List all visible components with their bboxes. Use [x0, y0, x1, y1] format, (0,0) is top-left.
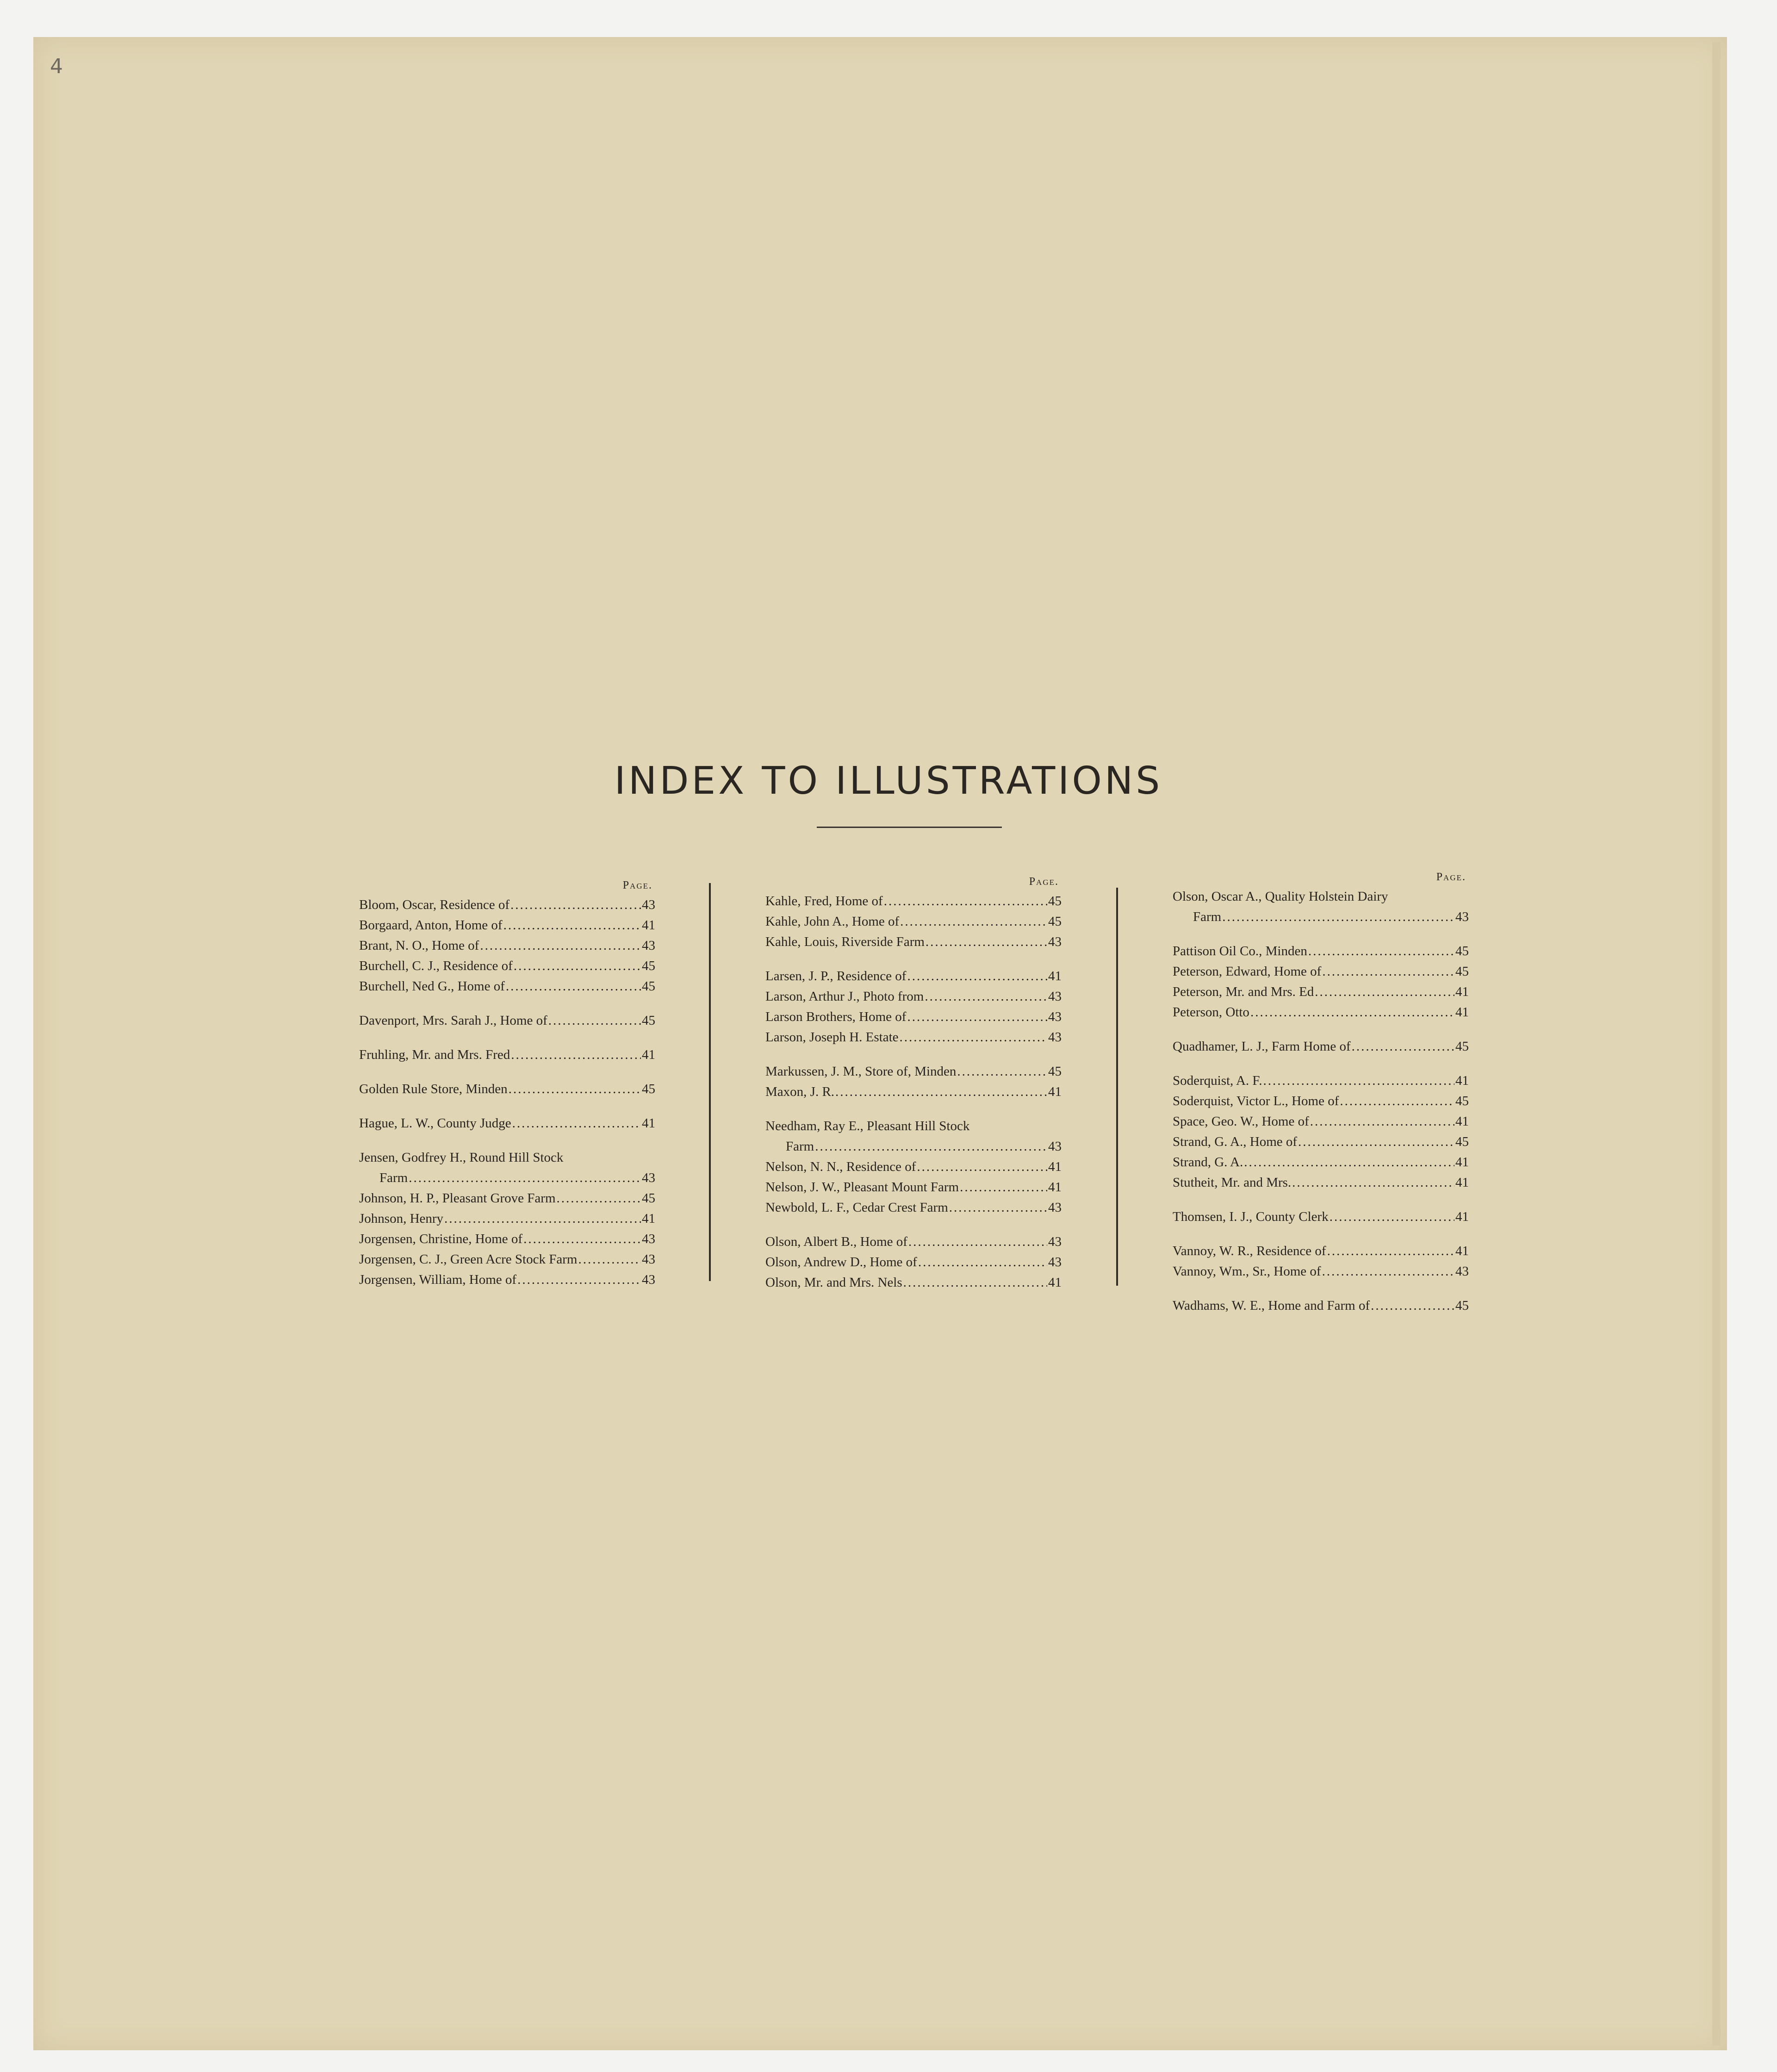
index-entry: [765, 1157, 1062, 1177]
entry-name: Jorgensen, Christine, Home of: [359, 1232, 523, 1246]
index-entry: [1173, 1172, 1469, 1193]
entry-gap: [359, 1031, 655, 1045]
leader-dots: [514, 956, 641, 976]
index-entry: [765, 1197, 1062, 1218]
entry-page-number: 43: [1048, 1030, 1062, 1045]
entry-name: Jorgensen, William, Home of: [359, 1272, 517, 1287]
entry-page-number: 43: [642, 1170, 655, 1185]
index-entry: [359, 915, 655, 935]
index-entry: [1173, 1241, 1469, 1261]
leader-dots: [908, 1232, 1047, 1252]
index-entry: [1173, 1091, 1469, 1111]
leader-dots: [1340, 1091, 1454, 1111]
index-entry: [765, 1232, 1062, 1252]
index-entry: [765, 966, 1062, 986]
entry-name: Strand, G. A.: [1173, 1155, 1243, 1170]
leader-dots: [1308, 941, 1454, 961]
entry-name: Newbold, L. F., Cedar Crest Farm: [765, 1200, 948, 1215]
leader-dots: [903, 1272, 1047, 1293]
leader-dots: [557, 1188, 641, 1208]
entry-page-number: 41: [1048, 969, 1062, 983]
index-entry: [359, 1168, 655, 1188]
leader-dots: [884, 891, 1047, 911]
entry-page-number: 45: [1455, 944, 1469, 958]
entry-page-number: 45: [1455, 1298, 1469, 1313]
entry-page-number: 41: [1048, 1084, 1062, 1099]
leader-dots: [511, 1045, 641, 1065]
entry-page-number: 45: [1455, 1094, 1469, 1108]
page-title: INDEX TO ILLUSTRATIONS: [614, 759, 1163, 803]
leader-dots: [949, 1197, 1047, 1218]
entry-page-number: 41: [1455, 1114, 1469, 1129]
entry-name: Pattison Oil Co., Minden: [1173, 944, 1307, 958]
index-entry: [359, 1045, 655, 1065]
entry-gap: [765, 1047, 1062, 1061]
leader-dots: [1322, 961, 1454, 982]
entry-name: Larson Brothers, Home of: [765, 1009, 907, 1024]
index-entry: [765, 1136, 1062, 1157]
entry-page-number: 45: [1048, 914, 1062, 929]
entry-page-number: 41: [642, 1211, 655, 1226]
entry-page-number: 45: [1048, 1064, 1062, 1079]
leader-dots: [1310, 1111, 1454, 1132]
entry-name: Brant, N. O., Home of: [359, 938, 479, 953]
index-entry: [359, 1079, 655, 1099]
entry-name: Strand, G. A., Home of: [1173, 1134, 1298, 1149]
entry-name: Jensen, Godfrey H., Round Hill Stock: [359, 1150, 564, 1165]
entry-gap: [765, 1218, 1062, 1232]
title-underline-rule: [817, 827, 1002, 828]
entry-page-number: 45: [642, 958, 655, 973]
leader-dots: [900, 1027, 1047, 1047]
entry-page-number: 41: [1455, 1073, 1469, 1088]
index-entry: [359, 976, 655, 996]
index-entry: [359, 1269, 655, 1290]
index-entry: [1173, 1261, 1469, 1282]
entry-name: Johnson, Henry: [359, 1211, 444, 1226]
entry-gap: [359, 996, 655, 1010]
entry-name: Space, Geo. W., Home of: [1173, 1114, 1309, 1129]
entry-page-number: 45: [1455, 1039, 1469, 1054]
entry-name: Burchell, C. J., Residence of: [359, 958, 513, 973]
leader-dots: [925, 986, 1047, 1007]
leader-dots: [1330, 1207, 1454, 1227]
entry-page-number: 41: [642, 918, 655, 933]
entry-name: Kahle, Fred, Home of: [765, 894, 883, 908]
leader-dots: [503, 915, 641, 935]
entry-name: Quadhamer, L. J., Farm Home of: [1173, 1039, 1351, 1054]
index-entry: [765, 1177, 1062, 1197]
entry-page-number: 43: [642, 1272, 655, 1287]
index-column-2: [765, 876, 1062, 1293]
index-entry: [765, 1061, 1062, 1082]
entry-page-number: 41: [1455, 1175, 1469, 1190]
leader-dots: [907, 1007, 1047, 1027]
entry-name: Olson, Andrew D., Home of: [765, 1255, 917, 1269]
entry-page-number: 43: [1048, 934, 1062, 949]
entry-page-number: 41: [1048, 1180, 1062, 1195]
index-entry: [765, 1007, 1062, 1027]
leader-dots: [1222, 907, 1454, 927]
entry-name: Vannoy, Wm., Sr., Home of: [1173, 1264, 1321, 1279]
index-entry: [765, 1116, 1062, 1136]
leader-dots: [510, 895, 641, 915]
entry-name: Vannoy, W. R., Residence of: [1173, 1244, 1326, 1258]
index-entry: [1173, 907, 1469, 927]
entry-name: Johnson, H. P., Pleasant Grove Farm: [359, 1191, 556, 1206]
entry-page-number: 45: [1455, 1134, 1469, 1149]
entry-page-number: 41: [1455, 1209, 1469, 1224]
index-entry: [1173, 1070, 1469, 1091]
entry-gap: [1173, 1057, 1469, 1070]
leader-dots: [926, 932, 1047, 952]
index-entry: [1173, 1111, 1469, 1132]
index-entry: [765, 1027, 1062, 1047]
index-column-3: [1173, 871, 1469, 1316]
entry-name: Soderquist, Victor L., Home of: [1173, 1094, 1339, 1108]
page-column-header: Page.: [1029, 876, 1059, 888]
entry-gap: [1173, 927, 1469, 941]
entry-page-number: 43: [1048, 1255, 1062, 1269]
index-entry: [359, 1208, 655, 1229]
index-entry: [1173, 1152, 1469, 1172]
leader-dots: [918, 1252, 1047, 1272]
entry-name: Fruhling, Mr. and Mrs. Fred: [359, 1047, 510, 1062]
page-column-header: Page.: [622, 879, 652, 891]
index-entry: [765, 911, 1062, 932]
entry-page-number: 41: [1048, 1159, 1062, 1174]
leader-dots: [512, 1113, 641, 1133]
entry-page-number: 43: [642, 897, 655, 912]
index-entry: [765, 932, 1062, 952]
entry-page-number: 43: [642, 1232, 655, 1246]
leader-dots: [506, 976, 641, 996]
leader-dots: [444, 1208, 641, 1229]
entry-page-number: 41: [642, 1047, 655, 1062]
entry-page-number: 41: [1048, 1275, 1062, 1290]
leader-dots: [1371, 1295, 1454, 1316]
entry-name: Farm: [1193, 909, 1222, 924]
leader-dots: [480, 935, 641, 956]
entry-name: Borgaard, Anton, Home of: [359, 918, 503, 933]
entry-name: Golden Rule Store, Minden: [359, 1082, 508, 1096]
page-number-mark: 4: [50, 55, 63, 78]
entry-page-number: 43: [642, 938, 655, 953]
leader-dots: [409, 1168, 641, 1188]
entry-name: Peterson, Mr. and Mrs. Ed: [1173, 984, 1314, 999]
entry-page-number: 43: [642, 1252, 655, 1267]
index-entry: [359, 1147, 655, 1168]
entry-page-number: 43: [1048, 1200, 1062, 1215]
entry-page-number: 41: [1455, 1155, 1469, 1170]
leader-dots: [523, 1229, 641, 1249]
entry-name: Davenport, Mrs. Sarah J., Home of: [359, 1013, 547, 1028]
index-entry: [1173, 1036, 1469, 1057]
column-divider: [709, 883, 711, 1281]
index-entry: [359, 1188, 655, 1208]
leader-dots: [578, 1249, 641, 1269]
index-entry: [359, 1229, 655, 1249]
entry-gap: [1173, 1227, 1469, 1241]
entry-name: Peterson, Otto: [1173, 1005, 1249, 1020]
entry-page-number: 43: [1048, 1009, 1062, 1024]
column-divider: [1116, 888, 1118, 1286]
entry-name: Nelson, N. N., Residence of: [765, 1159, 916, 1174]
entry-name: Needham, Ray E., Pleasant Hill Stock: [765, 1119, 970, 1133]
entry-page-number: 43: [1048, 1234, 1062, 1249]
entry-name: Burchell, Ned G., Home of: [359, 979, 505, 994]
index-entry: [765, 891, 1062, 911]
entry-name: Bloom, Oscar, Residence of: [359, 897, 510, 912]
entry-page-number: 43: [1455, 909, 1469, 924]
leader-dots: [1298, 1132, 1454, 1152]
index-entry: [1173, 982, 1469, 1002]
entry-page-number: 41: [642, 1116, 655, 1131]
entry-name: Kahle, John A., Home of: [765, 914, 900, 929]
page-column-header: Page.: [1436, 871, 1466, 883]
index-entry: [1173, 1002, 1469, 1022]
leader-dots: [815, 1136, 1047, 1157]
entry-name: Kahle, Louis, Riverside Farm: [765, 934, 925, 949]
index-entry: [1173, 1295, 1469, 1316]
entry-page-number: 45: [1455, 964, 1469, 979]
entry-name: Olson, Mr. and Mrs. Nels: [765, 1275, 902, 1290]
index-entry: [1173, 1132, 1469, 1152]
entry-name: Larson, Arthur J., Photo from: [765, 989, 924, 1004]
page-edge: [1712, 42, 1721, 2046]
index-entry: [359, 1010, 655, 1031]
leader-dots: [960, 1177, 1047, 1197]
leader-dots: [1352, 1036, 1454, 1057]
index-entry: [1173, 886, 1469, 907]
entry-name: Jorgensen, C. J., Green Acre Stock Farm: [359, 1252, 578, 1267]
entry-gap: [359, 1099, 655, 1113]
leader-dots: [1292, 1172, 1454, 1193]
entry-page-number: 41: [1455, 1005, 1469, 1020]
index-entry: [359, 895, 655, 915]
index-entry: [359, 1249, 655, 1269]
entry-name: Wadhams, W. E., Home and Farm of: [1173, 1298, 1370, 1313]
leader-dots: [917, 1157, 1047, 1177]
leader-dots: [517, 1269, 641, 1290]
entry-gap: [1173, 1022, 1469, 1036]
index-entry: [359, 956, 655, 976]
entry-page-number: 45: [642, 1013, 655, 1028]
entry-name: Markussen, J. M., Store of, Minden: [765, 1064, 957, 1079]
entry-gap: [359, 1133, 655, 1147]
index-entry: [765, 1272, 1062, 1293]
leader-dots: [900, 911, 1047, 932]
leader-dots: [548, 1010, 641, 1031]
entry-gap: [1173, 1282, 1469, 1295]
leader-dots: [1244, 1152, 1454, 1172]
entry-page-number: 43: [1048, 989, 1062, 1004]
entry-name: Nelson, J. W., Pleasant Mount Farm: [765, 1180, 959, 1195]
leader-dots: [509, 1079, 641, 1099]
entry-name: Stutheit, Mr. and Mrs.: [1173, 1175, 1292, 1190]
index-entry: [1173, 1207, 1469, 1227]
entry-name: Olson, Albert B., Home of: [765, 1234, 907, 1249]
entry-page-number: 43: [1048, 1139, 1062, 1154]
entry-name: Hague, L. W., County Judge: [359, 1116, 511, 1131]
index-entry: [359, 1113, 655, 1133]
index-column-1: [359, 879, 655, 1290]
index-entry: [765, 1252, 1062, 1272]
leader-dots: [907, 966, 1047, 986]
leader-dots: [835, 1082, 1047, 1102]
entry-page-number: 45: [642, 1191, 655, 1206]
entry-page-number: 43: [1455, 1264, 1469, 1279]
leader-dots: [1327, 1241, 1454, 1261]
index-entry: [765, 986, 1062, 1007]
entry-page-number: 41: [1455, 1244, 1469, 1258]
entry-name: Maxon, J. R.: [765, 1084, 835, 1099]
entry-name: Larson, Joseph H. Estate: [765, 1030, 899, 1045]
entry-name: Thomsen, I. J., County Clerk: [1173, 1209, 1329, 1224]
entry-gap: [765, 952, 1062, 966]
entry-page-number: 45: [642, 979, 655, 994]
entry-page-number: 41: [1455, 984, 1469, 999]
entry-page-number: 45: [642, 1082, 655, 1096]
leader-dots: [1263, 1070, 1454, 1091]
leader-dots: [1315, 982, 1454, 1002]
leader-dots: [1322, 1261, 1454, 1282]
index-entry: [1173, 961, 1469, 982]
leader-dots: [1250, 1002, 1454, 1022]
entry-name: Larsen, J. P., Residence of: [765, 969, 907, 983]
entry-gap: [765, 1102, 1062, 1116]
entry-gap: [359, 1065, 655, 1079]
entry-name: Peterson, Edward, Home of: [1173, 964, 1322, 979]
index-entry: [359, 935, 655, 956]
entry-name: Farm: [786, 1139, 814, 1154]
entry-name: Farm: [379, 1170, 408, 1185]
entry-page-number: 45: [1048, 894, 1062, 908]
entry-name: Soderquist, A. F.: [1173, 1073, 1262, 1088]
entry-name: Olson, Oscar A., Quality Holstein Dairy: [1173, 889, 1388, 904]
leader-dots: [957, 1061, 1047, 1082]
entry-gap: [1173, 1193, 1469, 1207]
index-entry: [1173, 941, 1469, 961]
index-entry: [765, 1082, 1062, 1102]
